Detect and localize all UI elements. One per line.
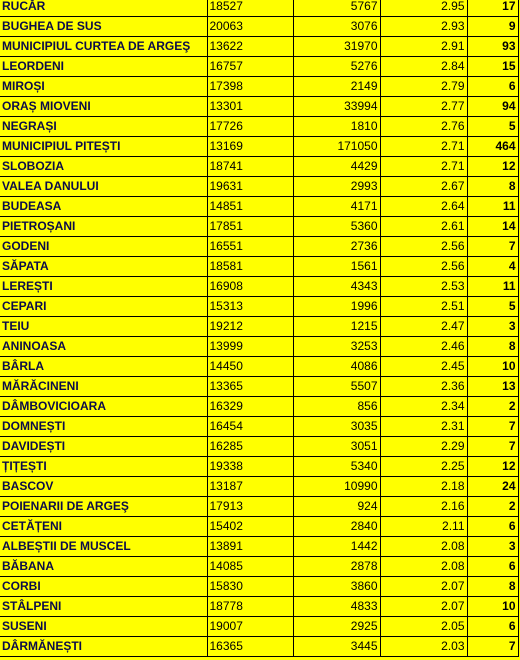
code-cell[interactable]: 14851 <box>207 197 293 217</box>
count-cell[interactable]: 7 <box>467 417 518 437</box>
table-row <box>0 97 518 117</box>
code-cell[interactable]: 16454 <box>207 417 293 437</box>
population-cell[interactable]: 924 <box>293 497 380 517</box>
count-cell[interactable]: 5 <box>467 117 518 137</box>
table-row <box>0 117 518 137</box>
code-cell[interactable]: 16551 <box>207 237 293 257</box>
rate-cell[interactable]: 2.67 <box>380 177 467 197</box>
rate-cell[interactable]: 2.46 <box>380 337 467 357</box>
table-row <box>0 277 518 297</box>
locality-name-cell[interactable]: SLOBOZIA <box>0 157 207 177</box>
locality-name-cell[interactable]: PIETROȘANI <box>0 217 207 237</box>
count-cell[interactable]: 11 <box>467 197 518 217</box>
count-cell[interactable]: 7 <box>467 437 518 457</box>
code-cell[interactable]: 16757 <box>207 57 293 77</box>
count-cell[interactable]: 24 <box>467 477 518 497</box>
table-row <box>0 577 518 597</box>
population-cell[interactable]: 4171 <box>293 197 380 217</box>
count-cell[interactable]: 4 <box>467 257 518 277</box>
locality-name-cell[interactable]: ȚIȚEȘTI <box>0 457 207 477</box>
count-cell[interactable]: 6 <box>467 77 518 97</box>
count-cell[interactable]: 8 <box>467 577 518 597</box>
table-row <box>0 137 518 157</box>
table-row <box>0 217 518 237</box>
count-cell[interactable]: 12 <box>467 457 518 477</box>
locality-name-cell[interactable]: LEREȘTI <box>0 277 207 297</box>
population-cell[interactable]: 5767 <box>293 0 380 17</box>
rate-cell[interactable]: 2.71 <box>380 157 467 177</box>
count-cell[interactable]: 3 <box>467 537 518 557</box>
population-cell[interactable]: 5340 <box>293 457 380 477</box>
table-row <box>0 537 518 557</box>
population-cell[interactable]: 31970 <box>293 37 380 57</box>
locality-name-cell[interactable]: LEORDENI <box>0 57 207 77</box>
rate-cell[interactable]: 2.31 <box>380 417 467 437</box>
locality-name-cell[interactable]: ALBEȘTII DE MUSCEL <box>0 537 207 557</box>
code-cell[interactable]: 17851 <box>207 217 293 237</box>
code-cell[interactable]: 13187 <box>207 477 293 497</box>
code-cell[interactable]: 17398 <box>207 77 293 97</box>
count-cell[interactable]: 14 <box>467 217 518 237</box>
table-row <box>0 377 518 397</box>
code-cell[interactable]: 16285 <box>207 437 293 457</box>
table-row <box>0 37 518 57</box>
code-cell[interactable]: 15313 <box>207 297 293 317</box>
population-cell[interactable]: 4343 <box>293 277 380 297</box>
code-cell[interactable]: 19631 <box>207 177 293 197</box>
locality-name-cell[interactable]: ANINOASA <box>0 337 207 357</box>
locality-name-cell[interactable]: SĂPATA <box>0 257 207 277</box>
population-cell[interactable]: 3076 <box>293 17 380 37</box>
table-row <box>0 597 518 617</box>
rate-cell[interactable]: 2.91 <box>380 37 467 57</box>
locality-name-cell[interactable]: ORAȘ MIOVENI <box>0 97 207 117</box>
locality-name-cell[interactable]: CORBI <box>0 577 207 597</box>
code-cell[interactable]: 18581 <box>207 257 293 277</box>
rate-cell[interactable]: 2.76 <box>380 117 467 137</box>
population-cell[interactable]: 4833 <box>293 597 380 617</box>
code-cell[interactable]: 19212 <box>207 317 293 337</box>
table-row <box>0 437 518 457</box>
locality-name-cell[interactable]: MUNICIPIUL PITEȘTI <box>0 137 207 157</box>
rate-cell[interactable]: 2.77 <box>380 97 467 117</box>
code-cell[interactable]: 19007 <box>207 617 293 637</box>
code-cell[interactable]: 13999 <box>207 337 293 357</box>
count-cell[interactable]: 6 <box>467 617 518 637</box>
rate-cell[interactable]: 2.51 <box>380 297 467 317</box>
rate-cell[interactable]: 2.56 <box>380 237 467 257</box>
code-cell[interactable]: 16365 <box>207 637 293 657</box>
rate-cell[interactable]: 2.34 <box>380 397 467 417</box>
table-row <box>0 637 518 657</box>
locality-name-cell[interactable]: BUDEASA <box>0 197 207 217</box>
locality-name-cell[interactable]: NEGRAȘI <box>0 117 207 137</box>
locality-name-cell[interactable]: RUCĂR <box>0 0 207 17</box>
locality-name-cell[interactable]: STÂLPENI <box>0 597 207 617</box>
population-cell[interactable]: 1561 <box>293 257 380 277</box>
locality-name-cell[interactable]: BUGHEA DE SUS <box>0 17 207 37</box>
table-row <box>0 417 518 437</box>
table-row <box>0 317 518 337</box>
population-cell[interactable]: 4086 <box>293 357 380 377</box>
count-cell[interactable]: 10 <box>467 357 518 377</box>
table-row <box>0 157 518 177</box>
rate-cell[interactable]: 2.05 <box>380 617 467 637</box>
population-cell[interactable]: 33994 <box>293 97 380 117</box>
population-cell[interactable]: 3860 <box>293 577 380 597</box>
code-cell[interactable]: 15830 <box>207 577 293 597</box>
count-cell[interactable]: 8 <box>467 337 518 357</box>
count-cell[interactable]: 13 <box>467 377 518 397</box>
population-cell[interactable]: 5276 <box>293 57 380 77</box>
count-cell[interactable]: 6 <box>467 517 518 537</box>
code-cell[interactable]: 15402 <box>207 517 293 537</box>
population-cell[interactable]: 2878 <box>293 557 380 577</box>
rate-cell[interactable]: 2.64 <box>380 197 467 217</box>
locality-name-cell[interactable]: CEPARI <box>0 297 207 317</box>
locality-name-cell[interactable]: DAVIDEȘTI <box>0 437 207 457</box>
locality-name-cell[interactable]: SUSENI <box>0 617 207 637</box>
rate-cell[interactable]: 2.36 <box>380 377 467 397</box>
table-row <box>0 617 518 637</box>
rate-cell[interactable]: 2.93 <box>380 17 467 37</box>
table-row <box>0 477 518 497</box>
population-cell[interactable]: 2925 <box>293 617 380 637</box>
population-cell[interactable]: 10990 <box>293 477 380 497</box>
count-cell[interactable]: 6 <box>467 557 518 577</box>
count-cell[interactable]: 2 <box>467 397 518 417</box>
rate-cell[interactable]: 2.07 <box>380 597 467 617</box>
locality-name-cell[interactable]: MIROȘI <box>0 77 207 97</box>
population-cell[interactable]: 856 <box>293 397 380 417</box>
rate-cell[interactable]: 2.95 <box>380 0 467 17</box>
locality-name-cell[interactable]: CETĂȚENI <box>0 517 207 537</box>
table-row <box>0 297 518 317</box>
table-row <box>0 457 518 477</box>
rate-cell[interactable]: 2.45 <box>380 357 467 377</box>
count-cell[interactable]: 7 <box>467 237 518 257</box>
code-cell[interactable]: 18778 <box>207 597 293 617</box>
locality-name-cell[interactable]: DÂRMĂNEȘTI <box>0 637 207 657</box>
locality-name-cell[interactable]: POIENARII DE ARGEŞ <box>0 497 207 517</box>
rate-cell[interactable]: 2.71 <box>380 137 467 157</box>
table-row <box>0 257 518 277</box>
population-cell[interactable]: 3051 <box>293 437 380 457</box>
locality-name-cell[interactable]: DOMNEȘTI <box>0 417 207 437</box>
count-cell[interactable]: 10 <box>467 597 518 617</box>
code-cell[interactable]: 18527 <box>207 0 293 17</box>
count-cell[interactable]: 5 <box>467 297 518 317</box>
population-cell[interactable]: 2840 <box>293 517 380 537</box>
rate-cell[interactable]: 2.56 <box>380 257 467 277</box>
locality-name-cell[interactable]: GODENI <box>0 237 207 257</box>
code-cell[interactable]: 13169 <box>207 137 293 157</box>
locality-name-cell[interactable]: BASCOV <box>0 477 207 497</box>
rate-cell[interactable]: 2.47 <box>380 317 467 337</box>
rate-cell[interactable]: 2.03 <box>380 637 467 657</box>
table-row <box>0 57 518 77</box>
table-row <box>0 0 518 17</box>
count-cell[interactable]: 93 <box>467 37 518 57</box>
code-cell[interactable]: 19338 <box>207 457 293 477</box>
count-cell[interactable]: 15 <box>467 57 518 77</box>
count-cell[interactable]: 94 <box>467 97 518 117</box>
population-cell[interactable]: 5360 <box>293 217 380 237</box>
rate-cell[interactable]: 2.07 <box>380 577 467 597</box>
table-row <box>0 517 518 537</box>
rate-cell[interactable]: 2.53 <box>380 277 467 297</box>
table-row <box>0 197 518 217</box>
population-cell[interactable]: 3035 <box>293 417 380 437</box>
locality-name-cell[interactable]: MUNICIPIUL CURTEA DE ARGEŞ <box>0 37 207 57</box>
table-row <box>0 77 518 97</box>
count-cell[interactable]: 8 <box>467 177 518 197</box>
rate-cell[interactable]: 2.29 <box>380 437 467 457</box>
code-cell[interactable]: 13891 <box>207 537 293 557</box>
population-cell[interactable]: 5507 <box>293 377 380 397</box>
count-cell[interactable]: 12 <box>467 157 518 177</box>
locality-name-cell[interactable]: TEIU <box>0 317 207 337</box>
population-cell[interactable]: 3445 <box>293 637 380 657</box>
code-cell[interactable]: 18741 <box>207 157 293 177</box>
population-cell[interactable]: 2993 <box>293 177 380 197</box>
count-cell[interactable]: 17 <box>467 0 518 17</box>
table-row <box>0 177 518 197</box>
table-row <box>0 237 518 257</box>
rate-cell[interactable]: 2.08 <box>380 537 467 557</box>
code-cell[interactable]: 16329 <box>207 397 293 417</box>
rate-cell[interactable]: 2.25 <box>380 457 467 477</box>
population-cell[interactable]: 2736 <box>293 237 380 257</box>
population-cell[interactable]: 2149 <box>293 77 380 97</box>
rate-cell[interactable]: 2.08 <box>380 557 467 577</box>
rate-cell[interactable]: 2.11 <box>380 517 467 537</box>
population-cell[interactable]: 3253 <box>293 337 380 357</box>
rate-cell[interactable]: 2.18 <box>380 477 467 497</box>
count-cell[interactable]: 3 <box>467 317 518 337</box>
code-cell[interactable]: 13622 <box>207 37 293 57</box>
locality-name-cell[interactable]: DÂMBOVICIOARA <box>0 397 207 417</box>
rate-cell[interactable]: 2.61 <box>380 217 467 237</box>
rate-cell[interactable]: 2.79 <box>380 77 467 97</box>
locality-name-cell[interactable]: MĂRĂCINENI <box>0 377 207 397</box>
table-row <box>0 497 518 517</box>
count-cell[interactable]: 11 <box>467 277 518 297</box>
code-cell[interactable]: 17726 <box>207 117 293 137</box>
table-row <box>0 397 518 417</box>
code-cell[interactable]: 17913 <box>207 497 293 517</box>
population-cell[interactable]: 1442 <box>293 537 380 557</box>
locality-name-cell[interactable]: BÂRLA <box>0 357 207 377</box>
table-row <box>0 17 518 37</box>
table-row <box>0 357 518 377</box>
population-cell[interactable]: 171050 <box>293 137 380 157</box>
count-cell[interactable]: 464 <box>467 137 518 157</box>
rate-cell[interactable]: 2.84 <box>380 57 467 77</box>
locality-name-cell[interactable]: BĂBANA <box>0 557 207 577</box>
population-cell[interactable]: 4429 <box>293 157 380 177</box>
code-cell[interactable]: 13301 <box>207 97 293 117</box>
population-cell[interactable]: 1215 <box>293 317 380 337</box>
population-cell[interactable]: 1810 <box>293 117 380 137</box>
count-cell[interactable]: 2 <box>467 497 518 517</box>
table-row <box>0 557 518 577</box>
code-cell[interactable]: 13365 <box>207 377 293 397</box>
count-cell[interactable]: 7 <box>467 637 518 657</box>
code-cell[interactable]: 16908 <box>207 277 293 297</box>
rate-cell[interactable]: 2.16 <box>380 497 467 517</box>
code-cell[interactable]: 20063 <box>207 17 293 37</box>
table-row <box>0 337 518 357</box>
code-cell[interactable]: 14085 <box>207 557 293 577</box>
code-cell[interactable]: 14450 <box>207 357 293 377</box>
count-cell[interactable]: 9 <box>467 17 518 37</box>
locality-name-cell[interactable]: VALEA DANULUI <box>0 177 207 197</box>
population-cell[interactable]: 1996 <box>293 297 380 317</box>
